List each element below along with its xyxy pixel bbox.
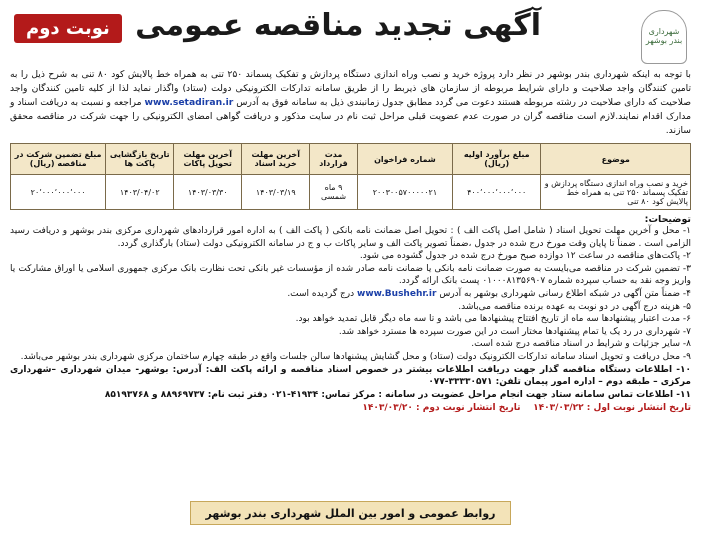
notes-heading: توضیحات: [644,214,691,225]
footer-banner: روابط عمومی و امور بین الملل شهرداری بندر بوشهر [190,501,511,525]
note-6: ۶- مدت اعتبار پیشنهادها سه ماه از تاریخ افتتاح پیشنهادها می باشد و تا سه ماه دیگر قابل تمدید خواهد بود. [295,314,691,325]
note-4-before: ۴- ضمناً متن آگهی در شبکه اطلاع رسانی شهرداری بوشهر به آدرس [439,288,691,299]
cell-subject: خرید و نصب وراه اندازی دستگاه پردازش و تفکیک پسماند ۲۵۰ تنی به همراه خط پالایش کود ۸۰ تنی [541,175,691,210]
note-5: ۵- هزینه درج آگهی در دو نوبت به عهده برنده مناقصه می‌باشد. [458,301,691,312]
note-11: ۱۱- اطلاعات تماس سامانه ستاد جهت انجام مراحل عضویت در سامانه : مرکز تماس: ۴۱۹۳۴-۰۲۱ دفتر ثبت نام: ۸۸۹۶۹۷۳۷ و ۸۵۱۹۳۷۶۸ [104,389,691,400]
cell-estimate: ۴۰۰٬۰۰۰٬۰۰۰٬۰۰۰ [453,175,541,210]
note-8: ۸- سایر جزئیات و شرایط در اسناد مناقصه درج شده است. [471,339,691,350]
note-2: ۲- پاکت‌های مناقصه در ساعت ۱۲ دوازده صبح مورخ درج شده در جدول گشوده می شود. [359,251,691,262]
col-opening-date: تاریخ بازگشایی پاکت ها [106,144,174,175]
notes-list [10,225,691,401]
note-4-after: درج گردیده است. [287,288,355,299]
notice-header [10,6,691,64]
note-7: ۷- شهرداری در رد یک یا تمام پیشنهادها مختار است در این صورت سپرده ها مسترد خواهد شد. [338,326,691,337]
intro-text-before: با توجه به اینکه شهرداری بندر بوشهر در نظر دارد پروژه خرید و نصب وراه اندازی دستگاه پردازش و تفکیک پسماند ۲۵۰ تنی به همراه خط پالایش کود ۸۰ تنی به شرح ذیل را به تامین کنندگان واجد صلاحیت و دارای شرایط مربوطه از سازمان های ذیربط را از طریق سامانه تدارکات الکترونیکی دولت (ستاد) واگذار نماید لذا از کلیه تامین کنندگان واجد صلاحیت که دارای صلاحیت در رشته مربوطه هستند دعوت می گردد مطابق جدول زمانبندی ذیل به سامانه فوق به آدرس [10,69,691,108]
cell-delivery-deadline: ۱۴۰۳/۰۳/۳۰ [174,175,242,210]
cell-purchase-deadline: ۱۴۰۳/۰۳/۱۹ [242,175,310,210]
table-header-row [11,144,691,175]
intro-paragraph [10,68,691,138]
logo-text: شهرداری بندر بوشهر [645,27,683,45]
col-guarantee: مبلغ تضمین شرکت در مناقصه (ریال) [11,144,106,175]
tender-table [10,143,691,210]
col-call-number: شماره فراخوان [357,144,452,175]
col-subject: موضوع [541,144,691,175]
note-3: ۳- تضمین شرکت در مناقصه می‌بایست به صورت ضمانت نامه بانکی یا ضمانت نامه صادر شده از مؤسسات غیر بانکی تحت نظارت بانک مرکزی جمهوری اسلامی یا اوراق مشارکت یا واریز وجه نقد به حساب سپرده شماره ۰۱۰۰۰۸۱۳۵۶۹۰۷ پست بانک ارائه گردد. [10,263,691,287]
second-publish-date: تاریخ انتشار نوبت دوم : ۱۴۰۳/۰۳/۲۰ [362,403,521,414]
cell-guarantee: ۲۰٬۰۰۰٬۰۰۰٬۰۰۰ [11,175,106,210]
table-row [11,175,691,210]
publish-dates [10,403,691,413]
note-9: ۹- محل دریافت و تحویل اسناد سامانه تدارکات الکترونیک دولت (ستاد) و محل گشایش پیشنهادها سالن جلسات واقع در طبقه چهارم ساختمان مرکزی شهرداری بندر بوشهر می‌باشد. [20,351,691,362]
cell-call-number: ۲۰۰۳۰۰۵۷۰۰۰۰۰۲۱ [357,175,452,210]
note-1: ۱- محل و آخرین مهلت تحویل اسناد ( شامل اصل پاکت الف ) : تحویل اصل ضمانت نامه بانکی ( پاکت الف ) به اداره امور قراردادهای شهرداری مرکزی بندر بوشهر و دریافت رسید الزامی است . ضمناً تا پایان وقت مورخ درج شده در جدول ،ضمناً تصویر پاکت الف و سایر پاکات ب و ج در سامانه الکترونیکی دولت (ستاد) بارگذاری گردد. [10,226,691,249]
municipality-logo [641,10,687,64]
first-publish-date: تاریخ انتشار نوبت اول : ۱۴۰۳/۰۳/۲۲ [533,403,691,414]
note-4 [10,288,691,301]
page-title: آگهی تجدید مناقصه عمومی [135,8,541,43]
col-duration: مدت قرارداد [310,144,358,175]
cell-opening-date: ۱۴۰۳/۰۴/۰۲ [106,175,174,210]
cell-duration: ۹ ماه شمسی [310,175,358,210]
col-delivery-deadline: آخرین مهلت تحویل پاکات [174,144,242,175]
intro-text-after: مراجعه و نسبت به دریافت اسناد و مدارک اقدام نمایند.لازم است مناقصه گران در صورت عدم عضویت قبلی مراحل ثبت نام در سایت مذکور و دریافت گواهی امضای الکترونیکی را جهت شرکت در مناقصه محقق سازند. [10,97,691,136]
col-purchase-deadline: آخرین مهلت خرید اسناد [242,144,310,175]
setad-link[interactable]: www.setadiran.ir [144,97,234,108]
note-10: ۱۰- اطلاعات دستگاه مناقصه گذار جهت دریافت اطلاعات بیشتر در خصوص اسناد مناقصه و ارائه پاکت الف: آدرس: بوشهر- میدان شهرداری –شهرداری مرکزی – طبقه دوم – اداره امور پیمان تلفن: ۳۳۳۳۰۵۷۱-۰۷۷ [10,364,691,388]
col-estimate: مبلغ برآورد اولیه (ریال) [453,144,541,175]
round-badge: نوبت دوم [14,14,122,43]
bushehr-link[interactable]: www.Bushehr.ir [357,288,437,299]
